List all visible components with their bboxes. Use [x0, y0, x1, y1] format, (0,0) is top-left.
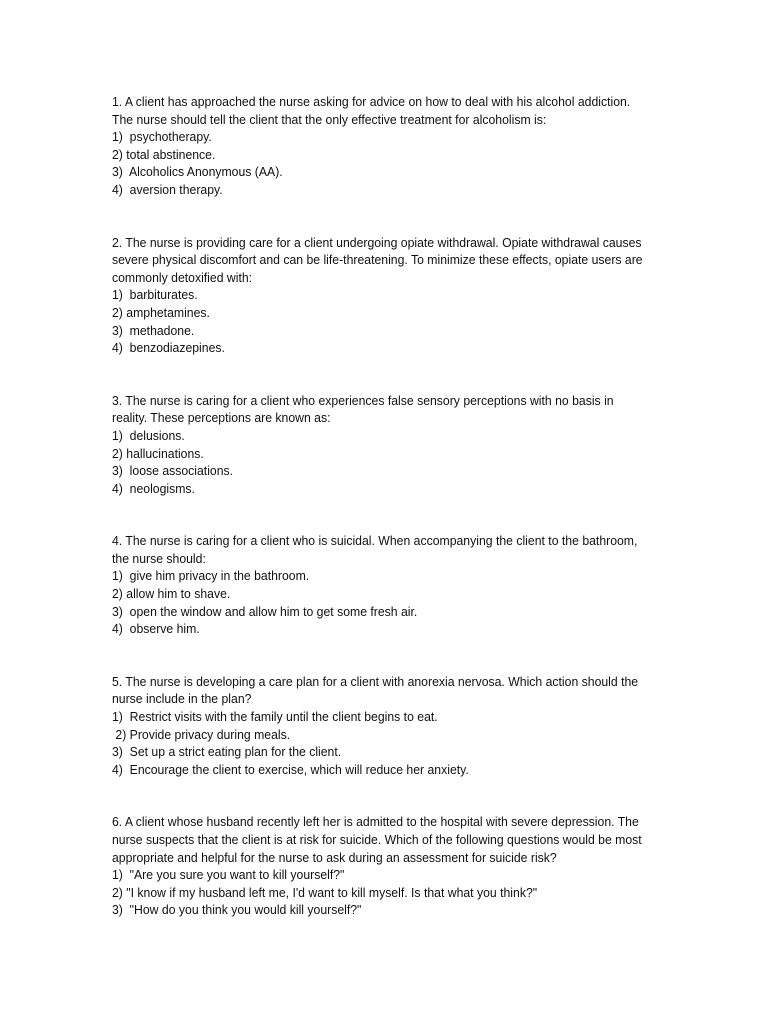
answer-option: 3) open the window and allow him to get some fresh air.: [112, 603, 418, 619]
answer-option: 1) psychotherapy.: [112, 129, 212, 145]
question-6: [112, 813, 657, 919]
question-4: [112, 532, 657, 638]
question-stem-line: nurse include in the plan?: [112, 691, 252, 707]
answer-option: 1) give him privacy in the bathroom.: [112, 568, 310, 584]
answer-option: 2) hallucinations.: [112, 445, 204, 461]
question-2: [112, 234, 657, 357]
answer-option: 4) aversion therapy.: [112, 181, 223, 197]
question-stem-line: commonly detoxified with:: [112, 269, 253, 285]
question-stem-line: severe physical discomfort and can be life-threatening. To minimize these effects, opiate users are: [112, 252, 643, 268]
answer-option: 1) barbiturates.: [112, 287, 198, 303]
question-stem-line: 3. The nurse is caring for a client who experiences false sensory perceptions with no basis in: [112, 392, 614, 408]
answer-option: 2) total abstinence.: [112, 146, 216, 162]
answer-option: 1) delusions.: [112, 427, 185, 443]
question-stem-line: nurse suspects that the client is at risk for suicide. Which of the following questions would be most: [112, 832, 642, 847]
question-stem-line: The nurse should tell the client that the only effective treatment for alcoholism is:: [112, 111, 547, 127]
answer-option: 3) Alcoholics Anonymous (AA).: [112, 164, 283, 180]
answer-option: 2) Provide privacy during meals.: [112, 726, 291, 742]
answer-option: 3) Set up a strict eating plan for the client.: [112, 744, 342, 760]
answer-option: 1) "Are you sure you want to kill yourself?": [112, 867, 345, 883]
answer-option: 4) benzodiazepines.: [112, 340, 225, 356]
question-stem-line: 2. The nurse is providing care for a client undergoing opiate withdrawal. Opiate withdrawal causes: [112, 234, 642, 250]
answer-option: 4) observe him.: [112, 621, 200, 637]
answer-option: 4) Encourage the client to exercise, which will reduce her anxiety.: [112, 761, 469, 777]
answer-option: 3) loose associations.: [112, 463, 234, 479]
answer-option: 2) amphetamines.: [112, 304, 210, 320]
answer-option: 3) methadone.: [112, 322, 195, 338]
question-stem-line: 5. The nurse is developing a care plan for a client with anorexia nervosa. Which action should the: [112, 673, 639, 689]
answer-option: 3) "How do you think you would kill yourself?": [112, 902, 362, 918]
answer-option: 1) Restrict visits with the family until the client begins to eat.: [112, 709, 438, 725]
document-page: [112, 93, 657, 919]
answer-option: 2) allow him to shave.: [112, 586, 231, 602]
question-5: [112, 673, 657, 779]
question-stem-line: reality. These perceptions are known as:: [112, 410, 331, 426]
question-3: [112, 392, 657, 498]
question-stem-line: 1. A client has approached the nurse asking for advice on how to deal with his alcohol addiction.: [112, 94, 631, 109]
answer-option: 4) neologisms.: [112, 480, 195, 496]
answer-option: 2) "I know if my husband left me, I'd want to kill myself. Is that what you think?": [112, 884, 538, 900]
question-stem-line: 6. A client whose husband recently left her is admitted to the hospital with severe depression. The: [112, 814, 639, 830]
question-stem-line: 4. The nurse is caring for a client who is suicidal. When accompanying the client to the bathroom,: [112, 533, 638, 549]
question-1: [112, 93, 657, 199]
question-stem-line: appropriate and helpful for the nurse to ask during an assessment for suicide risk?: [112, 849, 557, 865]
question-stem-line: the nurse should:: [112, 550, 206, 566]
